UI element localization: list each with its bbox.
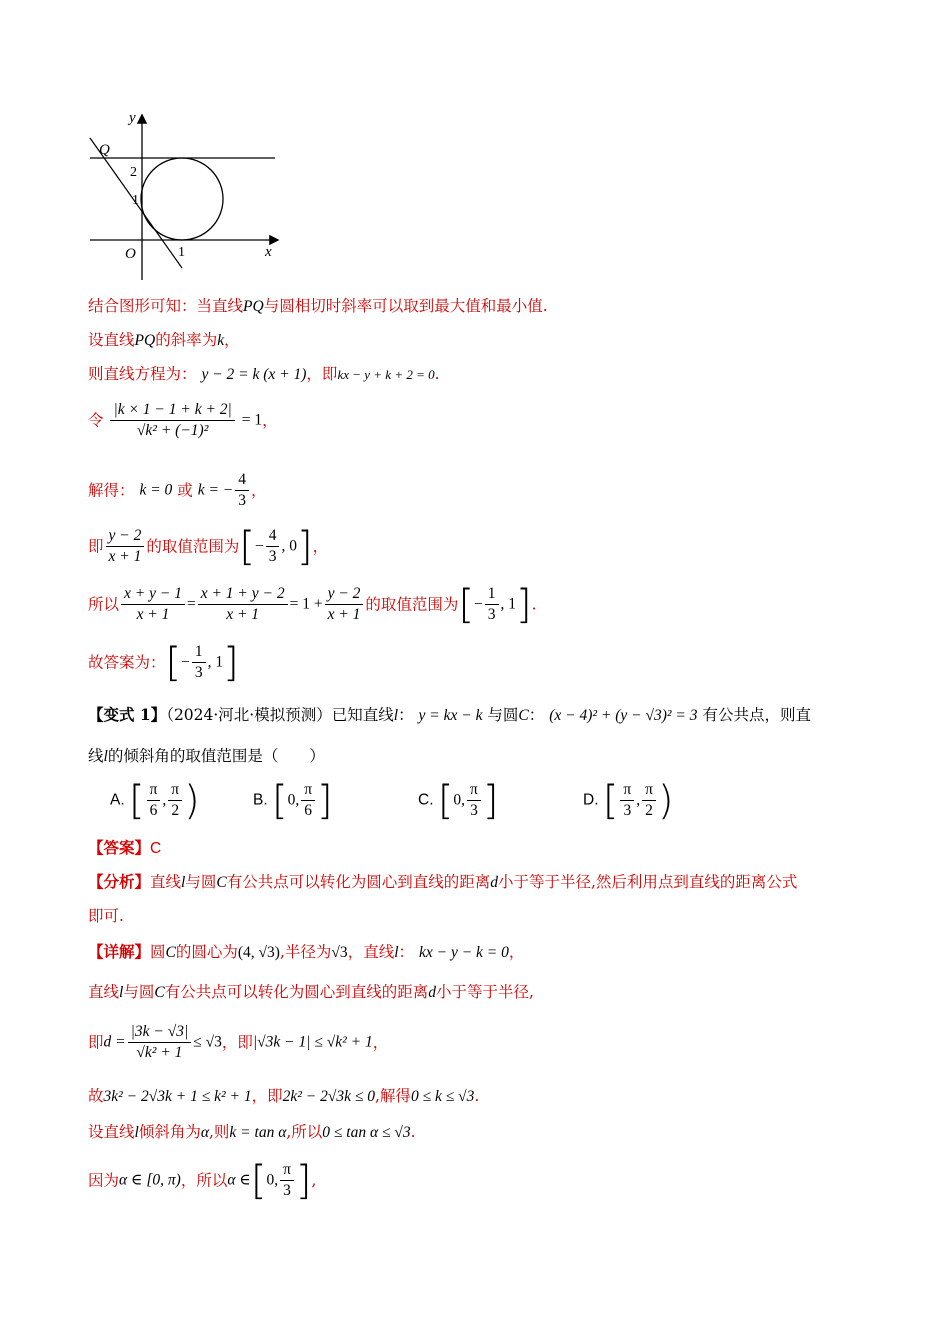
solution-line-6: 即 $\frac{y - 2}{x + 1}$ 的取值范围为[− $\frac{4}{3}$ , 0]， (88, 523, 329, 570)
solution-line-4: 令 $\frac{|k \times 1 - 1 + k + 2|}{\text{√k² + (−1)²}}$ = 1， (88, 401, 278, 439)
answer-line: 【答案】C (88, 838, 162, 857)
label-q: Q (99, 142, 110, 158)
detail-line-3: 即d = $\frac{|3k - √3|}{\text{√k² + 1}}$ ≤ √3，即|√3k − 1| ≤ √k² + 1， (88, 1023, 389, 1061)
solution-line-7: 所以 $\frac{x + y - 1}{x + 1}$ = $\frac{x + 1 + y - 2}{x + 1}$ = 1 + $\frac{y - 2}{x + 1}$ 的取值范围为[− $\frac{1}{3}$ , 1]. (88, 581, 537, 628)
solution-line-2: 设直线PQ的斜率为k， (88, 331, 240, 349)
label-y: y (129, 110, 136, 126)
analysis-line-2: 即可. (88, 907, 124, 925)
detail-line-4: 故3k² − 2√3k + 1 ≤ k² + 1，即2k² − 2√3k ≤ 0,解得0 ≤ k ≤ √3. (88, 1087, 480, 1105)
option-d[interactable]: D. [ $\frac{\pi}{3}$ , $\frac{\pi}{2}$ ) (583, 777, 674, 824)
solution-line-3: 则直线方程为： y − 2 = k (x + 1)，即kx − y + k + 2 = 0. (88, 365, 440, 383)
question-line-1: 【变式 1】（2024·河北·模拟预测）已知直线l： y = kx − k 与圆C： (x − 4)² + (y − √3)² = 3 有公共点，则直 (88, 705, 811, 724)
detail-line-1: 【详解】圆C的圆心为(4, √3),半径为√3，直线l： kx − y − k = 0， (88, 942, 525, 961)
detail-line-2: 直线l与圆C有公共点可以转化为圆心到直线的距离d小于等于半径, (88, 983, 534, 1001)
distance-fraction: $\frac{|k \times 1 - 1 + k + 2|}{\text{√k² + (−1)²}}$ (110, 400, 234, 441)
question-line-2: 线l的倾斜角的取值范围是（ ） (88, 747, 325, 765)
detail-line-5: 设直线l倾斜角为α,则k = tan α,所以0 ≤ tan α ≤ √3. (88, 1123, 416, 1141)
solution-line-1: 结合图形可知：当直线PQ与圆相切时斜率可以取到最大值和最小值. (88, 297, 548, 315)
label-x: x (265, 244, 272, 260)
option-a[interactable]: A. [ $\frac{\pi}{6}$ , $\frac{\pi}{2}$ ) (110, 777, 200, 824)
option-c[interactable]: C. [0, $\frac{\pi}{3}$ ] (418, 777, 499, 824)
label-o: O (125, 246, 136, 262)
option-b[interactable]: B. [0, $\frac{\pi}{6}$ ] (253, 777, 333, 824)
tick-1y: 1 (132, 193, 139, 208)
analysis-line-1: 【分析】直线l与圆C有公共点可以转化为圆心到直线的距离d小于等于半径,然后利用点到直线的距离公式 (88, 872, 798, 891)
solution-line-8: 故答案为：[− $\frac{1}{3}$ , 1] (88, 639, 239, 686)
tick-1x: 1 (178, 245, 185, 260)
tangent-circle-figure (85, 108, 285, 283)
detail-line-6: 因为α ∈ [0, π)，所以α ∈[0, $\frac{\pi}{3}$ ], (88, 1157, 317, 1204)
tick-2: 2 (130, 165, 137, 180)
solution-line-5: 解得： k = 0 或 k = − $\frac{4}{3}$ ， (88, 471, 267, 509)
